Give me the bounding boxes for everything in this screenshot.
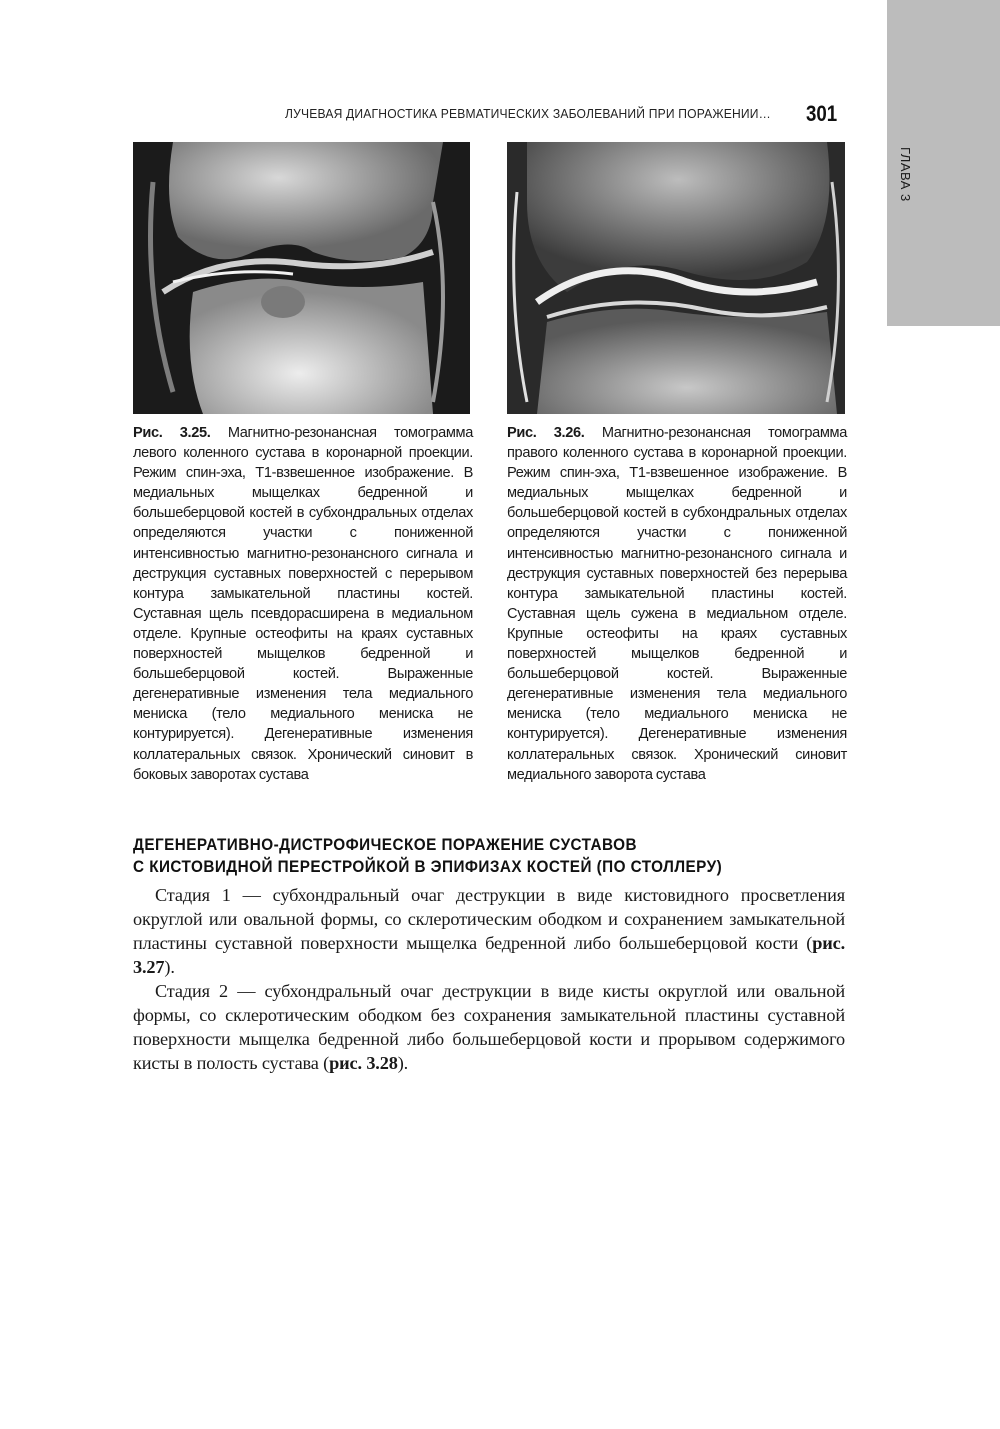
body-text [133, 883, 845, 1075]
paragraph-tail: ). [397, 1053, 409, 1073]
caption-text: Магнитно-резонансная томограмма левого коленного сустава в коронарной проекции. Режим спин-эха, Т1-взвешенное изображение. В медиальных мыщелках бедренной и большеберцовой костей в субхондральных отделах определяются участки с пониженной интенсивностью магнитно-резонансного сигнала и деструкция суставных поверхностей с перерывом контура замыкательной пластины костей. Суставная щель псевдорасширена в медиальном отделе. Крупные остеофиты на краях суставных поверхностей мыщелков бедренной и большеберцовой костей. Выраженные дегенеративные изменения тела медиального мениска (тело медиального мениска не контурируется). Дегенеративные изменения коллатеральных связок. Хронический синовит в боковых заворотах сустава [133, 425, 473, 783]
section-heading-line-2: С КИСТОВИДНОЙ ПЕРЕСТРОЙКОЙ В ЭПИФИЗАХ КОСТЕЙ (ПО СТОЛЛЕРУ) [133, 857, 723, 876]
running-header: ЛУЧЕВАЯ ДИАГНОСТИКА РЕВМАТИЧЕСКИХ ЗАБОЛЕВАНИЙ ПРИ ПОРАЖЕНИИ… [285, 106, 771, 121]
figure-caption-3-25 [133, 423, 473, 785]
paragraph-text: Стадия 1 — субхондральный очаг деструкции в виде кистовидного просветления округлой или овальной формы, со склеротическим ободком и сохранением замыкательной пластины суставной поверхности мыщелка бедренной либо большеберцовой кости ( [133, 885, 845, 953]
section-heading-line-1: ДЕГЕНЕРАТИВНО-ДИСТРОФИЧЕСКОЕ ПОРАЖЕНИЕ СУСТАВОВ [133, 835, 637, 854]
mri-image-right-knee [507, 142, 845, 414]
mri-image-left-knee [133, 142, 470, 414]
figure-reference: рис. 3.27 [133, 933, 845, 977]
paragraph-tail: ). [164, 957, 175, 977]
figure-label: Рис. 3.26. [507, 425, 585, 441]
figure-label: Рис. 3.25. [133, 425, 211, 441]
section-heading [133, 834, 781, 878]
page-number: 301 [806, 101, 838, 126]
figure-reference: рис. 3.28 [329, 1053, 398, 1073]
paragraph-text: Стадия 2 — субхондральный очаг деструкции в виде кисты округлой или овальной формы, со склеротическим ободком без сохранения замыкательной пластины суставной поверхности мыщелка бедренной либо большеберцовой кости и прорывом содержимого кисты в полость сустава ( [133, 981, 845, 1073]
figure-caption-3-26 [507, 423, 847, 785]
paragraph-stage-1 [133, 883, 845, 979]
chapter-tab-label: ГЛАВА 3 [898, 147, 913, 202]
caption-text: Магнитно-резонансная томограмма правого коленного сустава в коронарной проекции. Режим спин-эха, Т1-взвешенное изображение. В медиальных мыщелках бедренной и большеберцовой костей в субхондральных отделах определяются участки с пониженной интенсивностью магнитно-резонансного сигнала и деструкция суставных поверхностей без перерыва контура замыкательной пластины костей. Суставная щель сужена в медиальном отделе. Крупные остеофиты на краях суставных поверхностей мыщелков бедренной и большеберцовой костей. Выраженные дегенеративные изменения тела медиального мениска (тело медиального мениска не контурируется). Дегенеративные изменения коллатеральных связок. Хронический синовит медиального заворота сустава [507, 425, 847, 783]
paragraph-stage-2 [133, 979, 845, 1075]
